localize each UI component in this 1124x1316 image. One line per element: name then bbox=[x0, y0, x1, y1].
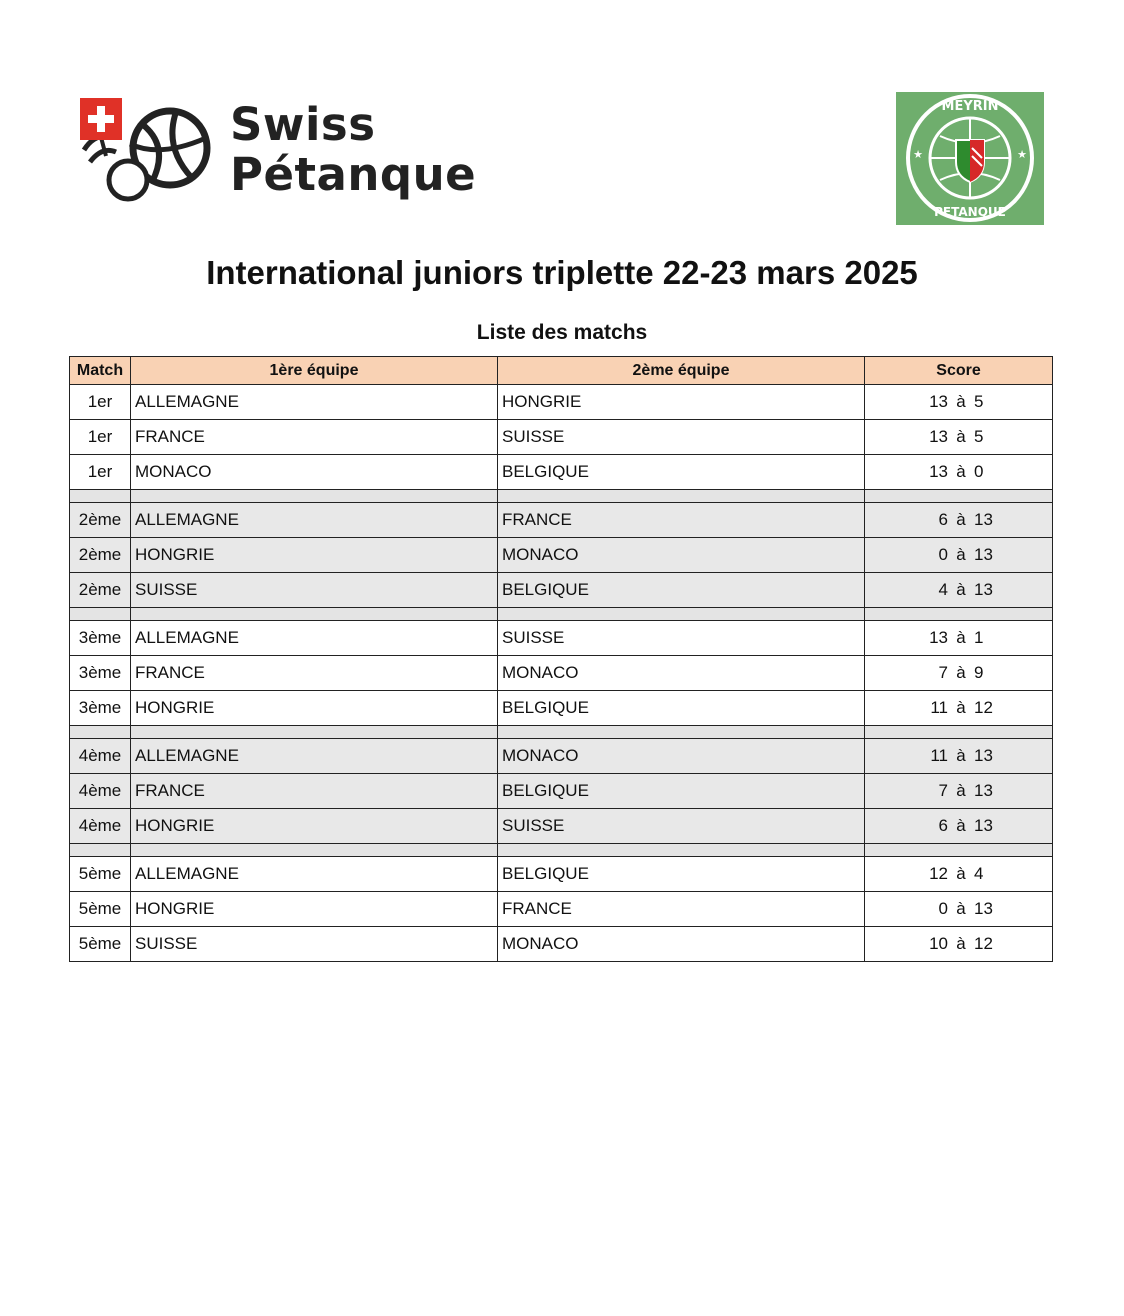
team1-cell: FRANCE bbox=[131, 656, 498, 691]
star-icon: ★ bbox=[1017, 149, 1027, 161]
team2-cell: BELGIQUE bbox=[498, 774, 865, 809]
round-cell: 4ème bbox=[70, 739, 131, 774]
score-cell bbox=[865, 455, 1053, 490]
score-team2: 5 bbox=[974, 392, 984, 411]
team1-cell: ALLEMAGNE bbox=[131, 621, 498, 656]
score-separator: à bbox=[956, 392, 966, 411]
score-separator: à bbox=[956, 698, 966, 717]
score-separator: à bbox=[956, 580, 966, 599]
score-separator: à bbox=[956, 663, 966, 682]
separator-cell bbox=[498, 844, 865, 857]
team2-cell: SUISSE bbox=[498, 621, 865, 656]
round-cell: 4ème bbox=[70, 774, 131, 809]
round-cell: 3ème bbox=[70, 621, 131, 656]
swiss-flag-icon bbox=[80, 98, 122, 140]
column-header-team1: 1ère équipe bbox=[131, 357, 498, 385]
team1-cell: FRANCE bbox=[131, 774, 498, 809]
score-cell bbox=[865, 739, 1053, 774]
team1-cell: ALLEMAGNE bbox=[131, 857, 498, 892]
separator-row bbox=[70, 608, 1053, 621]
round-cell: 5ème bbox=[70, 892, 131, 927]
separator-cell bbox=[70, 726, 131, 739]
separator-row bbox=[70, 844, 1053, 857]
match-list-table bbox=[69, 356, 1053, 962]
separator-cell bbox=[498, 726, 865, 739]
team2-cell: BELGIQUE bbox=[498, 455, 865, 490]
separator-row bbox=[70, 490, 1053, 503]
score-team1: 13 bbox=[929, 462, 948, 481]
score-cell bbox=[865, 503, 1053, 538]
score-team1: 0 bbox=[938, 899, 948, 918]
score-cell bbox=[865, 385, 1053, 420]
score-team2: 13 bbox=[974, 580, 993, 599]
score-separator: à bbox=[956, 510, 966, 529]
team2-cell: BELGIQUE bbox=[498, 857, 865, 892]
score-team2: 4 bbox=[974, 864, 984, 883]
team1-cell: ALLEMAGNE bbox=[131, 739, 498, 774]
score-team1: 6 bbox=[938, 510, 948, 529]
score-cell bbox=[865, 538, 1053, 573]
separator-cell bbox=[865, 726, 1053, 739]
team2-cell: FRANCE bbox=[498, 503, 865, 538]
score-cell bbox=[865, 927, 1053, 962]
separator-cell bbox=[131, 726, 498, 739]
separator-cell bbox=[131, 844, 498, 857]
score-cell bbox=[865, 774, 1053, 809]
brand-name-line1: Swiss bbox=[230, 98, 376, 151]
score-team1: 12 bbox=[929, 864, 948, 883]
team2-cell: BELGIQUE bbox=[498, 691, 865, 726]
table-row bbox=[70, 927, 1053, 962]
score-team1: 11 bbox=[930, 698, 948, 717]
score-cell bbox=[865, 621, 1053, 656]
score-separator: à bbox=[956, 864, 966, 883]
team1-cell: HONGRIE bbox=[131, 892, 498, 927]
separator-cell bbox=[865, 844, 1053, 857]
separator-cell bbox=[131, 490, 498, 503]
table-row bbox=[70, 455, 1053, 490]
score-team2: 13 bbox=[974, 746, 993, 765]
team1-cell: SUISSE bbox=[131, 927, 498, 962]
score-separator: à bbox=[956, 462, 966, 481]
meyrin-petanque-logo bbox=[896, 92, 1044, 225]
separator-cell bbox=[498, 490, 865, 503]
team2-cell: HONGRIE bbox=[498, 385, 865, 420]
table-row bbox=[70, 857, 1053, 892]
score-team1: 11 bbox=[930, 746, 948, 765]
column-header-score: Score bbox=[865, 357, 1053, 385]
team1-cell: HONGRIE bbox=[131, 538, 498, 573]
team2-cell: MONACO bbox=[498, 538, 865, 573]
score-separator: à bbox=[956, 545, 966, 564]
team2-cell: FRANCE bbox=[498, 892, 865, 927]
document-subtitle: Liste des matchs bbox=[476, 321, 648, 344]
score-cell bbox=[865, 809, 1053, 844]
table-row bbox=[70, 573, 1053, 608]
score-team1: 4 bbox=[938, 580, 948, 599]
separator-cell bbox=[70, 490, 131, 503]
column-header-match: Match bbox=[70, 357, 131, 385]
table-row bbox=[70, 691, 1053, 726]
table-row bbox=[70, 385, 1053, 420]
table-header-row bbox=[70, 357, 1053, 385]
score-team2: 1 bbox=[974, 628, 984, 647]
swiss-petanque-logo bbox=[80, 98, 477, 208]
separator-row bbox=[70, 726, 1053, 739]
score-cell bbox=[865, 691, 1053, 726]
score-separator: à bbox=[956, 816, 966, 835]
star-icon: ★ bbox=[913, 149, 923, 161]
team2-cell: SUISSE bbox=[498, 420, 865, 455]
team2-cell: MONACO bbox=[498, 739, 865, 774]
round-cell: 2ème bbox=[70, 503, 131, 538]
score-team2: 9 bbox=[974, 663, 984, 682]
score-cell bbox=[865, 656, 1053, 691]
round-cell: 3ème bbox=[70, 691, 131, 726]
score-cell bbox=[865, 573, 1053, 608]
brand-name-line2: Pétanque bbox=[230, 148, 477, 201]
team1-cell: SUISSE bbox=[131, 573, 498, 608]
score-team2: 13 bbox=[974, 899, 993, 918]
team2-cell: SUISSE bbox=[498, 809, 865, 844]
score-team1: 7 bbox=[938, 663, 948, 682]
table-row bbox=[70, 774, 1053, 809]
score-separator: à bbox=[956, 628, 966, 647]
round-cell: 3ème bbox=[70, 656, 131, 691]
separator-cell bbox=[131, 608, 498, 621]
score-cell bbox=[865, 420, 1053, 455]
table-row bbox=[70, 809, 1053, 844]
separator-cell bbox=[70, 844, 131, 857]
score-team2: 13 bbox=[974, 781, 993, 800]
score-team1: 10 bbox=[929, 934, 948, 953]
table-row bbox=[70, 739, 1053, 774]
team1-cell: FRANCE bbox=[131, 420, 498, 455]
round-cell: 5ème bbox=[70, 927, 131, 962]
score-team2: 5 bbox=[974, 427, 984, 446]
round-cell: 1er bbox=[70, 455, 131, 490]
score-team1: 0 bbox=[938, 545, 948, 564]
team1-cell: ALLEMAGNE bbox=[131, 503, 498, 538]
score-team2: 13 bbox=[974, 816, 993, 835]
team2-cell: MONACO bbox=[498, 656, 865, 691]
score-team2: 12 bbox=[974, 934, 993, 953]
score-cell bbox=[865, 892, 1053, 927]
document-title: International juniors triplette 22-23 mars 2025 bbox=[206, 254, 918, 291]
separator-cell bbox=[865, 490, 1053, 503]
score-separator: à bbox=[956, 427, 966, 446]
table-row bbox=[70, 656, 1053, 691]
team2-cell: BELGIQUE bbox=[498, 573, 865, 608]
score-team1: 13 bbox=[929, 427, 948, 446]
team1-cell: MONACO bbox=[131, 455, 498, 490]
score-team2: 12 bbox=[974, 698, 993, 717]
table-row bbox=[70, 538, 1053, 573]
club-logo-text-top: MEYRIN bbox=[941, 99, 999, 114]
score-separator: à bbox=[956, 746, 966, 765]
team1-cell: ALLEMAGNE bbox=[131, 385, 498, 420]
round-cell: 2ème bbox=[70, 538, 131, 573]
score-separator: à bbox=[956, 934, 966, 953]
match-table-body bbox=[70, 385, 1053, 962]
score-team2: 13 bbox=[974, 510, 993, 529]
round-cell: 2ème bbox=[70, 573, 131, 608]
score-cell bbox=[865, 857, 1053, 892]
separator-cell bbox=[865, 608, 1053, 621]
table-row bbox=[70, 420, 1053, 455]
round-cell: 1er bbox=[70, 420, 131, 455]
score-separator: à bbox=[956, 781, 966, 800]
score-team2: 13 bbox=[974, 545, 993, 564]
round-cell: 4ème bbox=[70, 809, 131, 844]
score-team1: 13 bbox=[929, 392, 948, 411]
club-logo-text-bottom: PETANQUE bbox=[934, 205, 1006, 219]
score-team1: 13 bbox=[929, 628, 948, 647]
score-team1: 7 bbox=[938, 781, 948, 800]
team1-cell: HONGRIE bbox=[131, 691, 498, 726]
column-header-team2: 2ème équipe bbox=[498, 357, 865, 385]
separator-cell bbox=[70, 608, 131, 621]
team2-cell: MONACO bbox=[498, 927, 865, 962]
table-row bbox=[70, 892, 1053, 927]
round-cell: 5ème bbox=[70, 857, 131, 892]
round-cell: 1er bbox=[70, 385, 131, 420]
table-row bbox=[70, 503, 1053, 538]
score-separator: à bbox=[956, 899, 966, 918]
team1-cell: HONGRIE bbox=[131, 809, 498, 844]
score-team2: 0 bbox=[974, 462, 984, 481]
score-team1: 6 bbox=[938, 816, 948, 835]
separator-cell bbox=[498, 608, 865, 621]
table-row bbox=[70, 621, 1053, 656]
